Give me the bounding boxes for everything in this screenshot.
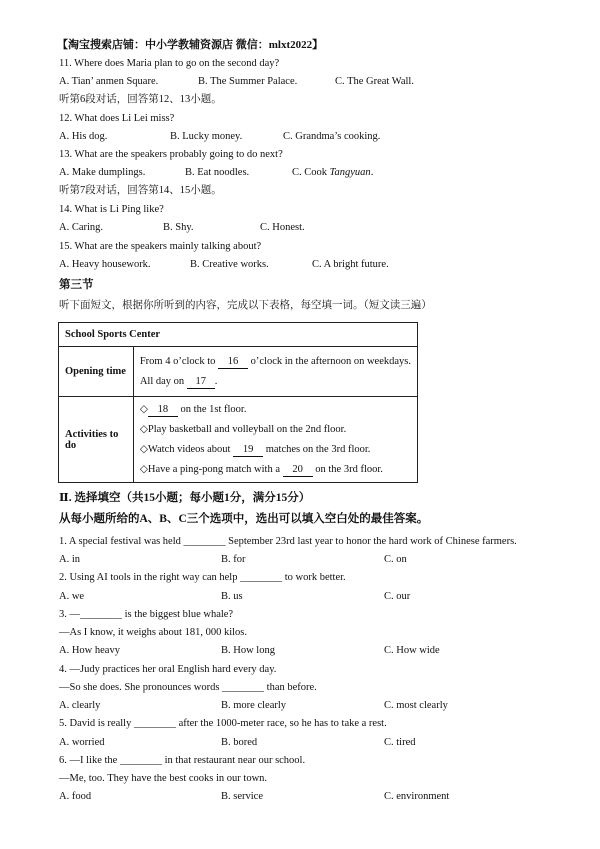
option-a: A. Heavy housework. <box>59 259 151 270</box>
grammar-question-3-line2: —As I know, it weighs about 181, 000 kilos. <box>59 627 248 638</box>
part2-instruction: 从每小题所给的A、B、C三个选项中，选出可以填入空白处的最佳答案。 <box>59 513 429 525</box>
option-c: C. most clearly <box>384 700 448 711</box>
option-a: A. in <box>59 554 80 565</box>
part7-instruction: 听第7段对话，回答第14、15小题。 <box>59 185 222 196</box>
grammar-question-4: 4. —Judy practices her oral English hard every day. <box>59 664 277 675</box>
activities-cell <box>133 397 417 483</box>
activity-3: ◇Watch videos about 19 matches on the 3rd floor. <box>139 443 371 455</box>
option-a: A. Caring. <box>59 222 104 233</box>
grammar-question-5-options <box>59 736 539 749</box>
option-a: A. worried <box>59 737 105 748</box>
grammar-question-2: 2. Using AI tools in the right way can help ________ to work better. <box>59 572 346 583</box>
blank-20: 20 <box>283 464 313 477</box>
option-b: B. bored <box>221 737 258 748</box>
part6-instruction: 听第6段对话，回答第12、13小题。 <box>59 94 222 105</box>
option-a: A. clearly <box>59 700 101 711</box>
option-a: A. Make dumplings. <box>59 167 146 178</box>
blank-18: 18 <box>148 404 178 417</box>
banner: 【淘宝搜索店铺：中小学教辅资源店 微信：mlxt2022】 <box>57 39 324 51</box>
option-b: B. for <box>221 554 246 565</box>
table-header: School Sports Center <box>59 323 418 347</box>
activity-2: ◇Play basketball and volleyball on the 2nd floor. <box>139 423 347 435</box>
activity-4: ◇Have a ping-pong match with a 20 on the 3rd floor. <box>139 463 383 475</box>
option-b: B. How long <box>221 645 275 656</box>
grammar-question-5: 5. David is really ________ after the 1000-meter race, so he has to take a rest. <box>59 718 387 729</box>
question-15: 15. What are the speakers mainly talking about? <box>59 241 262 252</box>
option-b: B. service <box>221 791 263 802</box>
activities-label: Activities to do <box>59 397 134 483</box>
question-11-options <box>59 75 539 88</box>
option-b: B. Shy. <box>163 222 194 233</box>
option-a: A. we <box>59 591 85 602</box>
opening-time-label: Opening time <box>59 347 134 397</box>
option-c: C. environment <box>384 791 450 802</box>
grammar-question-3: 3. —________ is the biggest blue whale? <box>59 609 234 620</box>
grammar-question-6-options <box>59 790 539 803</box>
question-15-options <box>59 258 539 271</box>
grammar-question-4-options <box>59 699 539 712</box>
option-c: C. How wide <box>384 645 440 656</box>
option-c: C. Honest. <box>260 222 305 233</box>
option-c: C. tired <box>384 737 416 748</box>
grammar-question-4-line2: —So she does. She pronounces words ________ than before. <box>59 682 317 693</box>
grammar-question-1: 1. A special festival was held ________ September 23rd last year to honor the hard work of Chinese farmers. <box>59 536 517 547</box>
question-13: 13. What are the speakers probably going to do next? <box>59 149 283 160</box>
blank-17: 17 <box>187 376 215 389</box>
section3-instruction: 听下面短文，根据你所听到的内容，完成以下表格，每空填一词。（短文读三遍） <box>59 300 432 311</box>
sports-center-table <box>58 322 418 483</box>
option-a: A. His dog. <box>59 131 108 142</box>
question-12: 12. What does Li Lei miss? <box>59 113 175 124</box>
option-b: B. us <box>221 591 243 602</box>
grammar-question-6-line2: —Me, too. They have the best cooks in our town. <box>59 773 268 784</box>
option-b: B. Creative works. <box>190 259 269 270</box>
option-c: C. A bright future. <box>312 259 389 270</box>
grammar-question-6: 6. —I like the ________ in that restaurant near our school. <box>59 755 306 766</box>
question-11: 11. Where does Maria plan to go on the second day? <box>59 58 280 69</box>
option-c: C. on <box>384 554 407 565</box>
option-b: B. The Summer Palace. <box>198 76 298 87</box>
activity-1: ◇ 18 on the 1st floor. <box>139 403 247 415</box>
option-b: B. Lucky money. <box>170 131 243 142</box>
question-12-options <box>59 130 539 143</box>
blank-16: 16 <box>218 356 248 369</box>
opening-line-1: From 4 o’clock to 16 o’clock in the afternoon on weekdays. <box>139 355 411 367</box>
blank-19: 19 <box>233 444 263 457</box>
option-a: A. Tian’ anmen Square. <box>59 76 159 87</box>
option-c: C. Cook Tangyuan. <box>292 167 374 178</box>
option-c: C. Grandma’s cooking. <box>283 131 381 142</box>
option-c: C. The Great Wall. <box>335 76 414 87</box>
option-c: C. our <box>384 591 411 602</box>
option-a: A. food <box>59 791 92 802</box>
opening-time-cell <box>133 347 417 397</box>
question-14-options <box>59 221 539 234</box>
grammar-question-3-options <box>59 644 539 657</box>
option-b: B. Eat noodles. <box>185 167 250 178</box>
section3-title: 第三节 <box>59 279 94 291</box>
grammar-question-2-options <box>59 590 539 603</box>
option-a: A. How heavy <box>59 645 120 656</box>
question-13-options <box>59 166 539 179</box>
part2-title: Ⅱ. 选择填空（共15小题；每小题1分，满分15分） <box>59 492 311 504</box>
option-b: B. more clearly <box>221 700 287 711</box>
opening-line-2: All day on 17 . <box>139 375 218 387</box>
grammar-question-1-options <box>59 553 539 566</box>
question-14: 14. What is Li Ping like? <box>59 204 164 215</box>
